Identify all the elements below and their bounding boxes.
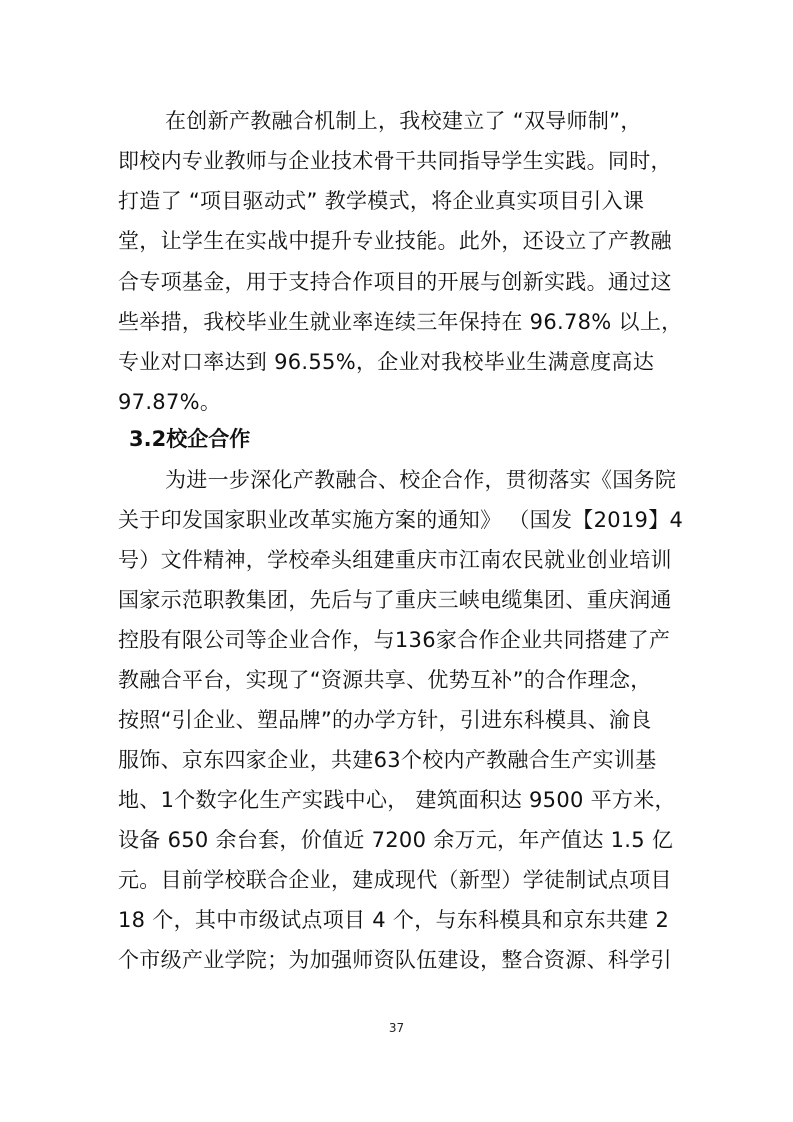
text-line: 号）文件精神，学校牵头组建重庆市江南农民就业创业培训 — [118, 548, 672, 572]
text-line: 在创新产教融合机制上，我校建立了 “双导师制”， — [165, 109, 642, 133]
text-line: 97.87%。 — [118, 390, 222, 414]
text-line: 设备 650 余台套，价值近 7200 余万元，年产值达 1.5 亿 — [118, 828, 674, 852]
text-line: 控股有限公司等企业合作，与136家合作企业共同搭建了产 — [118, 628, 671, 652]
section-heading: 3.2校企合作 — [129, 427, 251, 451]
text-line: 按照“引企业、塑品牌”的办学方针，引进东科模具、渝良 — [118, 708, 652, 732]
text-line: 元。目前学校联合企业，建成现代（新型）学徒制试点项目 — [118, 868, 672, 892]
text-line: 个市级产业学院；为加强师资队伍建设，整合资源、科学引 — [118, 948, 672, 972]
text-line: 堂，让学生在实战中提升专业技能。此外，还设立了产教融 — [118, 229, 672, 253]
text-line: 服饰、京东四家企业，共建63个校内产教融合生产实训基 — [118, 748, 657, 772]
text-line: 地、1个数字化生产实践中心， 建筑面积达 9500 平方米， — [118, 788, 676, 812]
text-line: 专业对口率达到 96.55%，企业对我校毕业生满意度高达 — [118, 350, 655, 374]
text-line: 即校内专业教师与企业技术骨干共同指导学生实践。同时， — [118, 149, 672, 173]
text-line: 教融合平台，实现了“资源共享、优势互补”的合作理念， — [118, 668, 652, 692]
text-line: 合专项基金，用于支持合作项目的开展与创新实践。通过这 — [118, 270, 672, 294]
page-number: 37 — [388, 1021, 405, 1035]
text-line: 国家示范职教集团，先后与了重庆三峡电缆集团、重庆润通 — [118, 588, 672, 612]
text-line: 些举措，我校毕业生就业率连续三年保持在 96.78% 以上， — [118, 310, 683, 334]
text-line: 打造了 “项目驱动式” 教学模式，将企业真实项目引入课 — [118, 189, 645, 213]
text-line: 为进一步深化产教融合、校企合作，贯彻落实《国务院 — [165, 468, 677, 492]
text-line: 18 个，其中市级试点项目 4 个，与东科模具和京东共建 2 — [118, 908, 670, 932]
text-line: 关于印发国家职业改革实施方案的通知》 （国发【2019】4 — [118, 508, 684, 532]
